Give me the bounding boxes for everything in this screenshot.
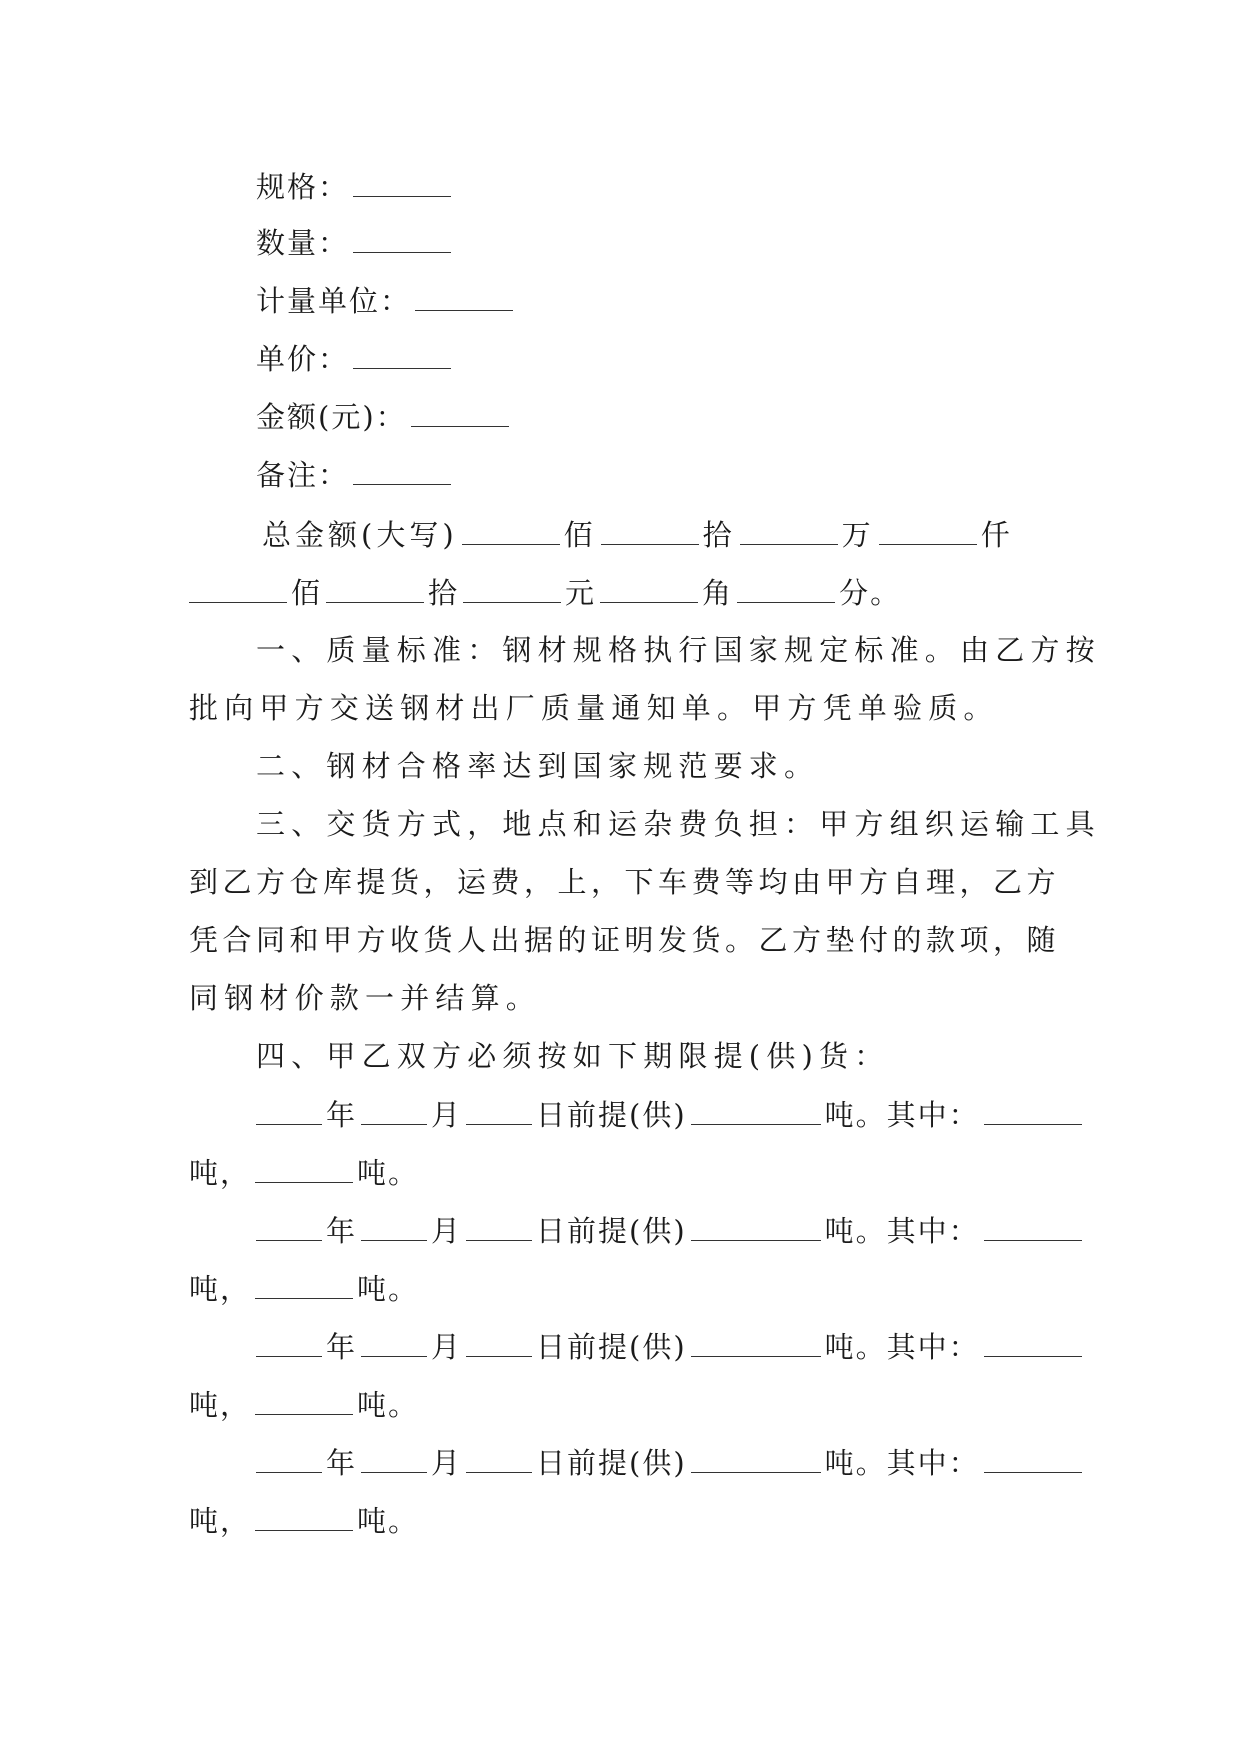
unit-price-row <box>256 338 455 379</box>
tons-blank <box>691 1094 821 1125</box>
ton-blank <box>255 1500 353 1531</box>
ton-blank <box>255 1152 353 1183</box>
ton-among-label: 吨。其中： <box>824 1330 980 1364</box>
month-blank <box>361 1326 427 1357</box>
total-blank-4 <box>879 514 977 545</box>
amount-blank <box>411 396 509 427</box>
among-blank <box>984 1210 1082 1241</box>
clause-2: 二、钢材合格率达到国家规范要求。 <box>256 749 820 783</box>
ton-blank <box>255 1384 353 1415</box>
spec-blank <box>353 166 451 197</box>
year-blank <box>256 1326 322 1357</box>
remarks-row <box>256 454 455 495</box>
year-label: 年 <box>326 1330 358 1364</box>
schedule-row-1-cont <box>189 1152 419 1193</box>
total-blank-5 <box>189 572 287 603</box>
among-blank <box>984 1326 1082 1357</box>
amount-label: 金额(元)： <box>256 400 407 434</box>
total-unit-1: 佰 <box>563 518 597 552</box>
schedule-row-2-cont <box>189 1268 419 1309</box>
spec-label: 规格： <box>256 170 350 204</box>
tons-blank <box>691 1210 821 1241</box>
unit-label: 计量单位： <box>256 284 412 318</box>
total-row-1 <box>262 514 1014 555</box>
total-blank-1 <box>462 514 560 545</box>
total-blank-7 <box>463 572 561 603</box>
ton-comma-label: 吨， <box>189 1504 252 1538</box>
total-blank-9 <box>737 572 835 603</box>
year-blank <box>256 1210 322 1241</box>
schedule-row-4-cont <box>189 1500 419 1541</box>
total-unit-5: 佰 <box>291 576 323 610</box>
total-unit-9: 分。 <box>839 576 902 610</box>
deliver-label: 日前提(供) <box>536 1214 687 1248</box>
ton-comma-label: 吨， <box>189 1388 252 1422</box>
remarks-blank <box>353 454 451 485</box>
month-blank <box>361 1094 427 1125</box>
ton-end-label: 吨。 <box>357 1156 420 1190</box>
total-unit-2: 拾 <box>702 518 736 552</box>
ton-end-label: 吨。 <box>357 1388 420 1422</box>
clause-1-line-1: 一、质量标准：钢材规格执行国家规定标准。由乙方按 <box>256 633 1101 667</box>
total-label: 总金额(大写) <box>262 518 458 552</box>
clause-1-line-2: 批向甲方交送钢材出厂质量通知单。甲方凭单验质。 <box>189 691 999 725</box>
month-blank <box>361 1210 427 1241</box>
total-unit-4: 仟 <box>980 518 1014 552</box>
deliver-label: 日前提(供) <box>536 1098 687 1132</box>
clause-4: 四、甲乙双方必须按如下期限提(供)货： <box>256 1039 890 1073</box>
deliver-label: 日前提(供) <box>536 1330 687 1364</box>
year-label: 年 <box>326 1098 358 1132</box>
ton-comma-label: 吨， <box>189 1272 252 1306</box>
day-blank <box>466 1442 532 1473</box>
total-blank-8 <box>600 572 698 603</box>
unit-price-blank <box>353 338 451 369</box>
ton-among-label: 吨。其中： <box>824 1446 980 1480</box>
day-blank <box>466 1094 532 1125</box>
total-unit-3: 万 <box>841 518 875 552</box>
clause-3-line-3: 凭合同和甲方收货人出据的证明发货。乙方垫付的款项，随 <box>189 923 1061 957</box>
ton-blank <box>255 1268 353 1299</box>
among-blank <box>984 1094 1082 1125</box>
day-blank <box>466 1210 532 1241</box>
month-label: 月 <box>431 1446 463 1480</box>
ton-among-label: 吨。其中： <box>824 1214 980 1248</box>
schedule-row-1 <box>256 1094 1086 1135</box>
clause-3-line-2: 到乙方仓库提货，运费，上，下车费等均由甲方自理，乙方 <box>189 865 1061 899</box>
month-label: 月 <box>431 1214 463 1248</box>
spec-row <box>256 166 455 207</box>
ton-end-label: 吨。 <box>357 1504 420 1538</box>
tons-blank <box>691 1326 821 1357</box>
quantity-blank <box>353 222 451 253</box>
clause-3-line-4: 同钢材价款一并结算。 <box>189 981 542 1015</box>
unit-blank <box>415 280 513 311</box>
ton-end-label: 吨。 <box>357 1272 420 1306</box>
quantity-label: 数量： <box>256 226 350 260</box>
schedule-row-3 <box>256 1326 1086 1367</box>
total-unit-7: 元 <box>565 576 597 610</box>
amount-row <box>256 396 513 437</box>
year-blank <box>256 1442 322 1473</box>
total-row-2 <box>189 572 901 613</box>
total-blank-3 <box>740 514 838 545</box>
schedule-row-2 <box>256 1210 1086 1251</box>
month-label: 月 <box>431 1330 463 1364</box>
year-label: 年 <box>326 1446 358 1480</box>
day-blank <box>466 1326 532 1357</box>
deliver-label: 日前提(供) <box>536 1446 687 1480</box>
total-unit-6: 拾 <box>428 576 460 610</box>
year-label: 年 <box>326 1214 358 1248</box>
remarks-label: 备注： <box>256 458 350 492</box>
year-blank <box>256 1094 322 1125</box>
unit-row <box>256 280 517 321</box>
among-blank <box>984 1442 1082 1473</box>
total-blank-6 <box>326 572 424 603</box>
unit-price-label: 单价： <box>256 342 350 376</box>
quantity-row <box>256 222 455 263</box>
clause-3-line-1: 三、交货方式，地点和运杂费负担：甲方组织运输工具 <box>256 807 1101 841</box>
schedule-row-3-cont <box>189 1384 419 1425</box>
ton-comma-label: 吨， <box>189 1156 252 1190</box>
ton-among-label: 吨。其中： <box>824 1098 980 1132</box>
total-unit-8: 角 <box>702 576 734 610</box>
total-blank-2 <box>601 514 699 545</box>
month-blank <box>361 1442 427 1473</box>
month-label: 月 <box>431 1098 463 1132</box>
tons-blank <box>691 1442 821 1473</box>
schedule-row-4 <box>256 1442 1086 1483</box>
